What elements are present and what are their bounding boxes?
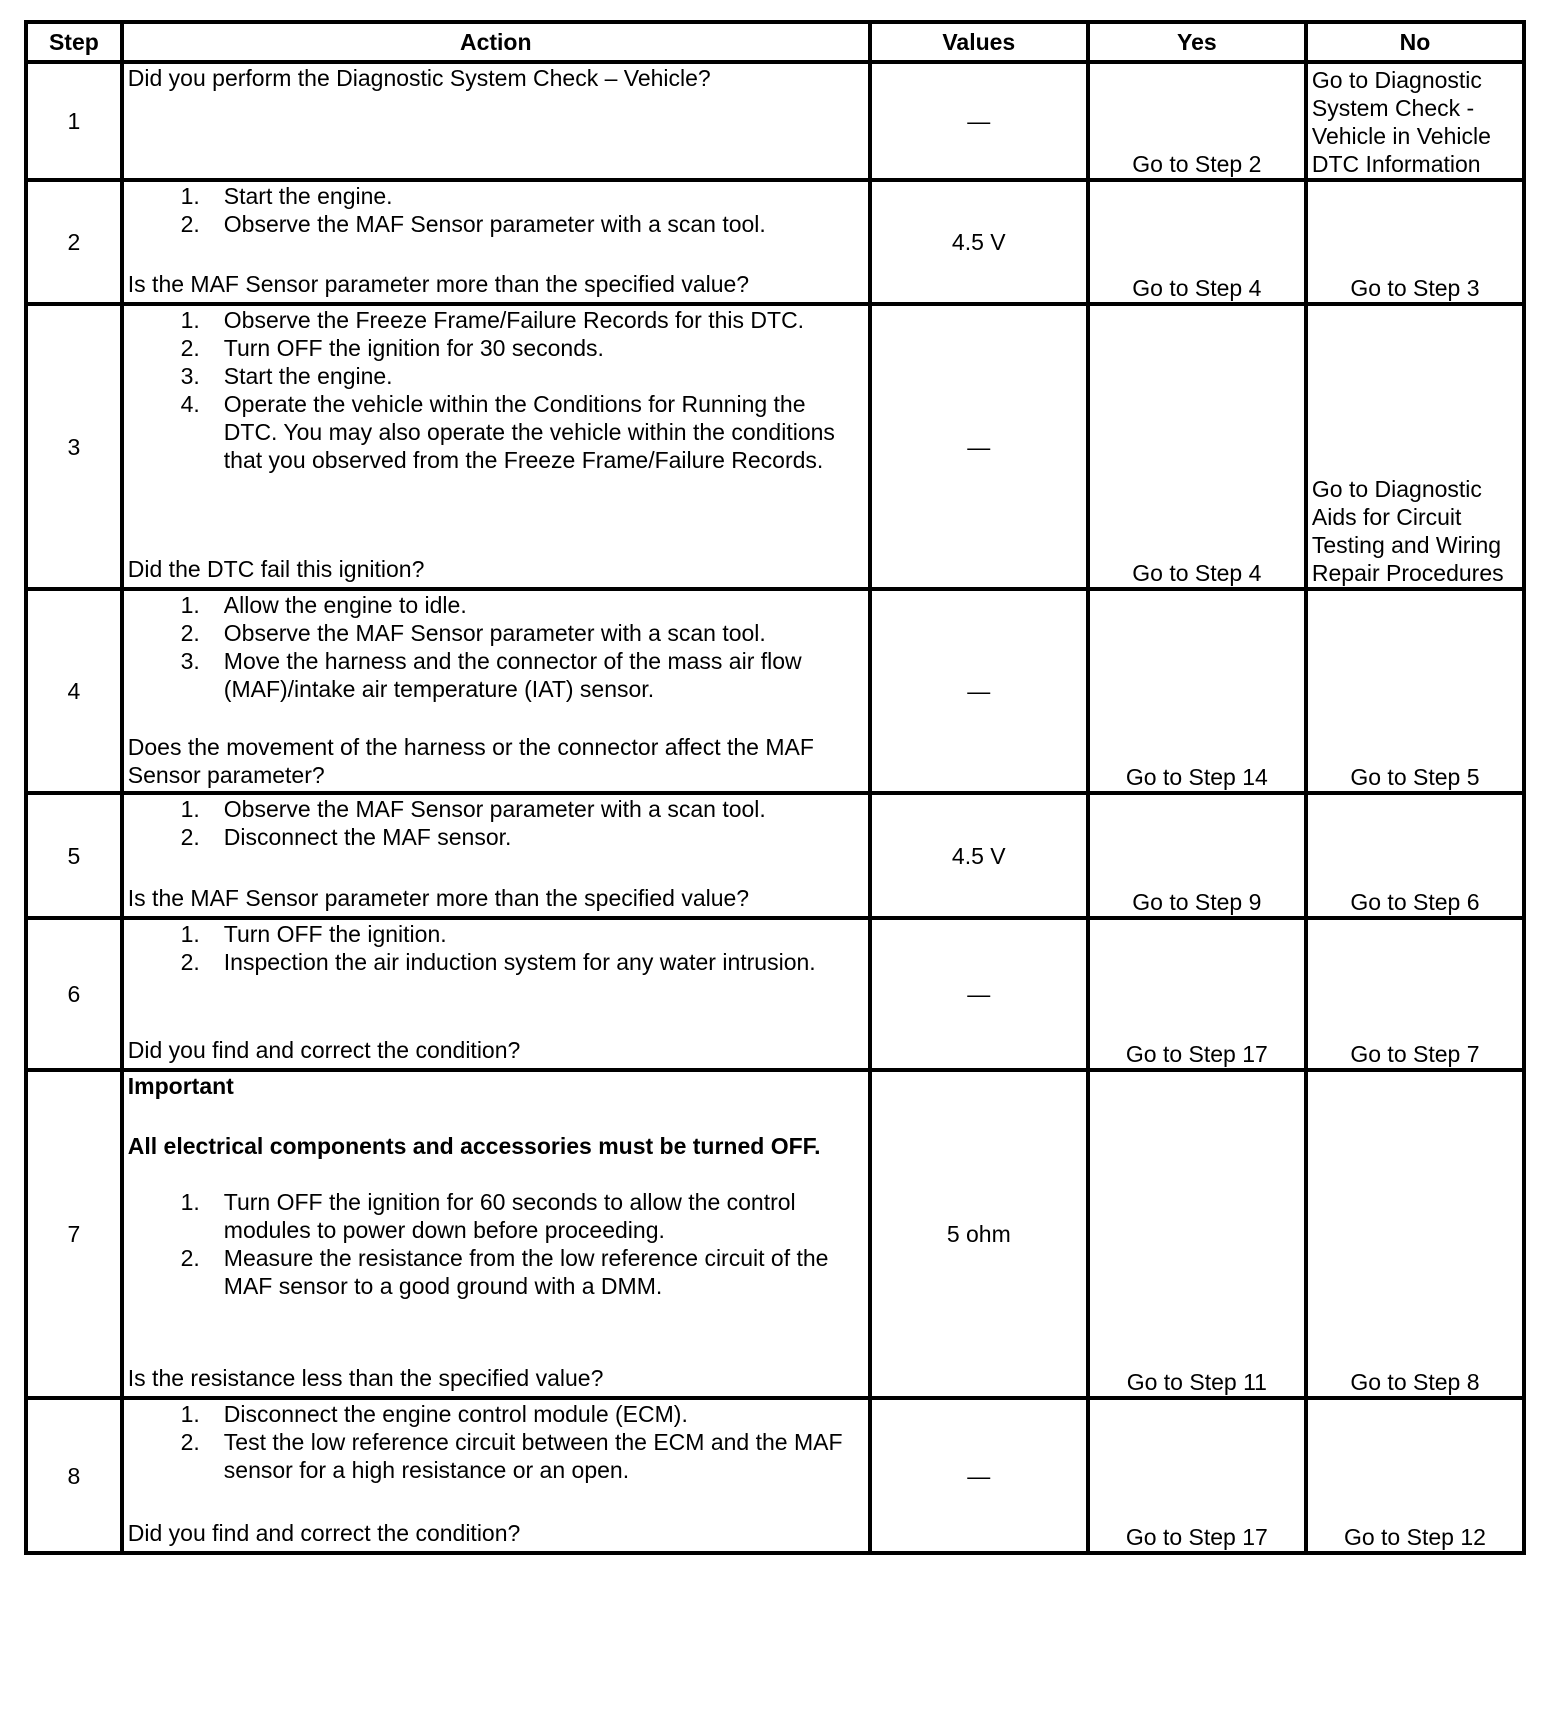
action-question: Did the DTC fail this ignition? bbox=[127, 556, 425, 582]
yes-cell: Go to Step 17 bbox=[1088, 918, 1306, 1070]
table-row bbox=[26, 62, 1524, 180]
value-cell: — bbox=[870, 918, 1088, 1070]
step-number: 7 bbox=[26, 1070, 122, 1398]
action-step-number: 2. bbox=[180, 1429, 200, 1455]
action-step-number: 1. bbox=[180, 592, 200, 618]
header-yes: Yes bbox=[1088, 22, 1306, 62]
action-question: Did you perform the Diagnostic System Check – Vehicle? bbox=[127, 65, 711, 91]
action-cell bbox=[122, 1398, 870, 1553]
no-cell: Go to Step 5 bbox=[1306, 589, 1524, 793]
action-question: Did you find and correct the condition? bbox=[127, 1037, 521, 1063]
header-row bbox=[26, 22, 1524, 62]
action-step-number: 1. bbox=[180, 1401, 200, 1427]
value-cell: — bbox=[870, 589, 1088, 793]
action-step-text: Inspection the air induction system for any water intrusion. bbox=[223, 949, 816, 975]
action-cell bbox=[122, 180, 870, 304]
action-step bbox=[128, 795, 864, 823]
action-step bbox=[128, 306, 864, 334]
action-step bbox=[128, 823, 864, 851]
action-steps-list bbox=[128, 920, 864, 976]
yes-cell: Go to Step 4 bbox=[1088, 180, 1306, 304]
action-step-text: Turn OFF the ignition for 60 seconds to allow the control modules to power down before proceeding. bbox=[223, 1189, 796, 1243]
action-step bbox=[128, 1188, 864, 1244]
action-cell bbox=[122, 918, 870, 1070]
table-row bbox=[26, 180, 1524, 304]
action-step bbox=[128, 647, 864, 703]
action-step-text: Observe the MAF Sensor parameter with a scan tool. bbox=[223, 211, 766, 237]
table-row bbox=[26, 304, 1524, 589]
action-steps-list bbox=[128, 1400, 864, 1484]
header-no: No bbox=[1306, 22, 1524, 62]
step-number: 8 bbox=[26, 1398, 122, 1553]
yes-cell: Go to Step 11 bbox=[1088, 1070, 1306, 1398]
header-step: Step bbox=[26, 22, 122, 62]
action-step-text: Allow the engine to idle. bbox=[223, 592, 467, 618]
action-cell bbox=[122, 1070, 870, 1398]
action-step bbox=[128, 210, 864, 238]
no-cell: Go to Step 8 bbox=[1306, 1070, 1524, 1398]
action-question: Does the movement of the harness or the connector affect the MAF Sensor parameter? bbox=[127, 734, 814, 788]
action-step-number: 4. bbox=[180, 391, 200, 417]
action-steps-list bbox=[128, 795, 864, 851]
action-step-number: 2. bbox=[180, 949, 200, 975]
action-step-number: 2. bbox=[180, 620, 200, 646]
action-step bbox=[128, 619, 864, 647]
yes-cell: Go to Step 14 bbox=[1088, 589, 1306, 793]
table-row bbox=[26, 1070, 1524, 1398]
important-heading: Important bbox=[127, 1073, 234, 1099]
action-content bbox=[128, 306, 864, 583]
action-content bbox=[128, 1400, 864, 1547]
action-content bbox=[128, 591, 864, 787]
action-step-number: 1. bbox=[180, 307, 200, 333]
action-step-text: Start the engine. bbox=[223, 363, 393, 389]
action-step-text: Start the engine. bbox=[223, 183, 393, 209]
action-step-number: 1. bbox=[180, 796, 200, 822]
step-number: 3 bbox=[26, 304, 122, 589]
no-cell: Go to Step 3 bbox=[1306, 180, 1524, 304]
yes-cell: Go to Step 9 bbox=[1088, 793, 1306, 918]
step-number: 5 bbox=[26, 793, 122, 918]
action-step-number: 2. bbox=[180, 211, 200, 237]
action-content bbox=[128, 795, 864, 912]
action-question: Is the resistance less than the specified value? bbox=[127, 1365, 604, 1391]
value-cell: — bbox=[870, 1398, 1088, 1553]
action-cell bbox=[122, 62, 870, 180]
action-steps-list bbox=[128, 591, 864, 703]
action-step-text: Observe the Freeze Frame/Failure Records for this DTC. bbox=[223, 307, 805, 333]
action-step-number: 2. bbox=[180, 824, 200, 850]
no-cell: Go to Step 6 bbox=[1306, 793, 1524, 918]
action-step-number: 1. bbox=[180, 1189, 200, 1215]
action-step bbox=[128, 334, 864, 362]
action-steps-list bbox=[128, 1188, 864, 1300]
action-step-number: 1. bbox=[180, 921, 200, 947]
action-question: Is the MAF Sensor parameter more than the specified value? bbox=[127, 271, 750, 297]
action-question: Is the MAF Sensor parameter more than the specified value? bbox=[127, 885, 750, 911]
no-cell: Go to Step 7 bbox=[1306, 918, 1524, 1070]
yes-cell: Go to Step 17 bbox=[1088, 1398, 1306, 1553]
step-number: 6 bbox=[26, 918, 122, 1070]
no-cell: Go to Step 12 bbox=[1306, 1398, 1524, 1553]
action-step-text: Operate the vehicle within the Conditions for Running the DTC. You may also operate the vehicle within the conditions that you observed from the Freeze Frame/Failure Records. bbox=[223, 391, 835, 473]
step-number: 4 bbox=[26, 589, 122, 793]
diagnostic-table bbox=[24, 20, 1526, 1555]
action-step bbox=[128, 1428, 864, 1484]
action-step-number: 2. bbox=[180, 335, 200, 361]
action-cell bbox=[122, 304, 870, 589]
action-steps-list bbox=[128, 182, 864, 238]
header-values: Values bbox=[870, 22, 1088, 62]
value-cell: 4.5 V bbox=[870, 180, 1088, 304]
important-note: All electrical components and accessories must be turned OFF. bbox=[127, 1133, 821, 1159]
table-row bbox=[26, 589, 1524, 793]
yes-cell: Go to Step 4 bbox=[1088, 304, 1306, 589]
table-row bbox=[26, 1398, 1524, 1553]
action-content bbox=[128, 920, 864, 1064]
action-step bbox=[128, 948, 864, 976]
no-cell: Go to Diagnostic System Check - Vehicle in Vehicle DTC Information bbox=[1306, 62, 1524, 180]
action-content bbox=[128, 182, 864, 298]
action-step bbox=[128, 182, 864, 210]
step-number: 2 bbox=[26, 180, 122, 304]
action-step-text: Observe the MAF Sensor parameter with a scan tool. bbox=[223, 796, 766, 822]
action-step-number: 1. bbox=[180, 183, 200, 209]
action-step bbox=[128, 1400, 864, 1428]
action-step-text: Turn OFF the ignition. bbox=[223, 921, 447, 947]
action-step-number: 3. bbox=[180, 648, 200, 674]
table-row bbox=[26, 918, 1524, 1070]
action-step-text: Turn OFF the ignition for 30 seconds. bbox=[223, 335, 604, 361]
action-step bbox=[128, 362, 864, 390]
value-cell: — bbox=[870, 62, 1088, 180]
action-step-text: Disconnect the engine control module (ECM). bbox=[223, 1401, 688, 1427]
action-step bbox=[128, 591, 864, 619]
action-step bbox=[128, 920, 864, 948]
action-step-text: Measure the resistance from the low reference circuit of the MAF sensor to a good ground with a DMM. bbox=[223, 1245, 829, 1299]
action-step bbox=[128, 1244, 864, 1300]
table-body bbox=[26, 62, 1524, 1553]
action-cell bbox=[122, 793, 870, 918]
value-cell: 5 ohm bbox=[870, 1070, 1088, 1398]
action-content bbox=[128, 1072, 864, 1392]
step-number: 1 bbox=[26, 62, 122, 180]
action-step-text: Disconnect the MAF sensor. bbox=[223, 824, 512, 850]
value-cell: — bbox=[870, 304, 1088, 589]
value-cell: 4.5 V bbox=[870, 793, 1088, 918]
action-cell bbox=[122, 589, 870, 793]
yes-cell: Go to Step 2 bbox=[1088, 62, 1306, 180]
action-step-number: 2. bbox=[180, 1245, 200, 1271]
action-step-text: Move the harness and the connector of the mass air flow (MAF)/intake air temperature (IAT) sensor. bbox=[223, 648, 802, 702]
action-step-number: 3. bbox=[180, 363, 200, 389]
action-step-text: Observe the MAF Sensor parameter with a scan tool. bbox=[223, 620, 766, 646]
table-row bbox=[26, 793, 1524, 918]
action-question: Did you find and correct the condition? bbox=[127, 1520, 521, 1546]
action-step-text: Test the low reference circuit between the ECM and the MAF sensor for a high resistance or an open. bbox=[223, 1429, 843, 1483]
header-action: Action bbox=[122, 22, 870, 62]
no-cell: Go to Diagnostic Aids for Circuit Testing and Wiring Repair Procedures bbox=[1306, 304, 1524, 589]
action-content bbox=[128, 64, 864, 174]
action-step bbox=[128, 390, 864, 474]
action-steps-list bbox=[128, 306, 864, 474]
